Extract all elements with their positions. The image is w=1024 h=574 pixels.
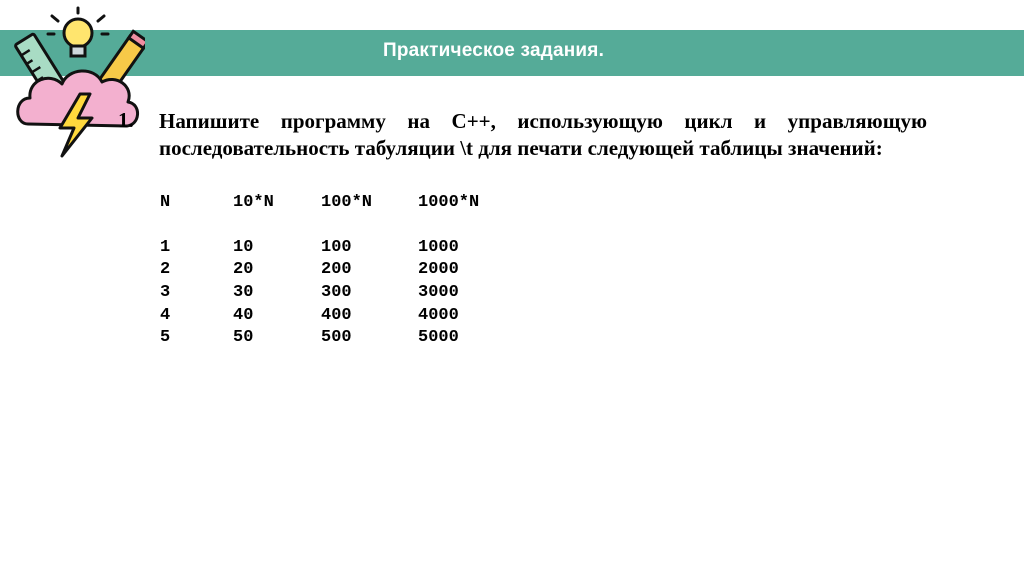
table-cell: 3000 (418, 283, 459, 303)
table-row (160, 283, 560, 306)
table-row (160, 260, 560, 283)
table-cell: 400 (321, 305, 352, 325)
table-header-cell: 100*N (321, 193, 373, 212)
table-header-cell: 1000*N (418, 193, 480, 212)
table-header-cell: 10*N (233, 193, 274, 212)
table-cell: 2 (160, 260, 171, 280)
table-cell: 20 (233, 260, 254, 280)
table-row (160, 328, 560, 351)
task-description: Напишите программу на C++, использующую цикл и управляющую последовательность табуляции \t для печати следующей таблицы значений: (159, 109, 927, 160)
table-cell: 500 (321, 328, 352, 348)
table-cell: 4000 (418, 305, 459, 325)
brainstorm-logo (10, 6, 145, 161)
table-cell: 1 (160, 237, 171, 257)
table-cell: 300 (321, 283, 352, 303)
table-row (160, 306, 560, 329)
table-row (160, 238, 560, 261)
table-cell: 30 (233, 283, 254, 303)
table-cell: 10 (233, 237, 254, 257)
table-cell: 50 (233, 328, 254, 348)
table-header-row (160, 193, 560, 216)
table-cell: 40 (233, 305, 254, 325)
table-cell: 1000 (418, 237, 459, 257)
table-cell: 200 (321, 260, 352, 280)
table-cell: 5000 (418, 328, 459, 348)
table-cell: 2000 (418, 260, 459, 280)
table-header-cell: N (160, 193, 171, 212)
table-cell: 4 (160, 305, 171, 325)
table-cell: 3 (160, 283, 171, 303)
table-cell: 100 (321, 237, 352, 257)
values-table (160, 193, 560, 351)
task-number: 1. (118, 108, 134, 132)
lightbulb-icon (48, 8, 108, 56)
table-cell: 5 (160, 328, 171, 348)
slide-title: Практическое задания. (383, 40, 605, 61)
